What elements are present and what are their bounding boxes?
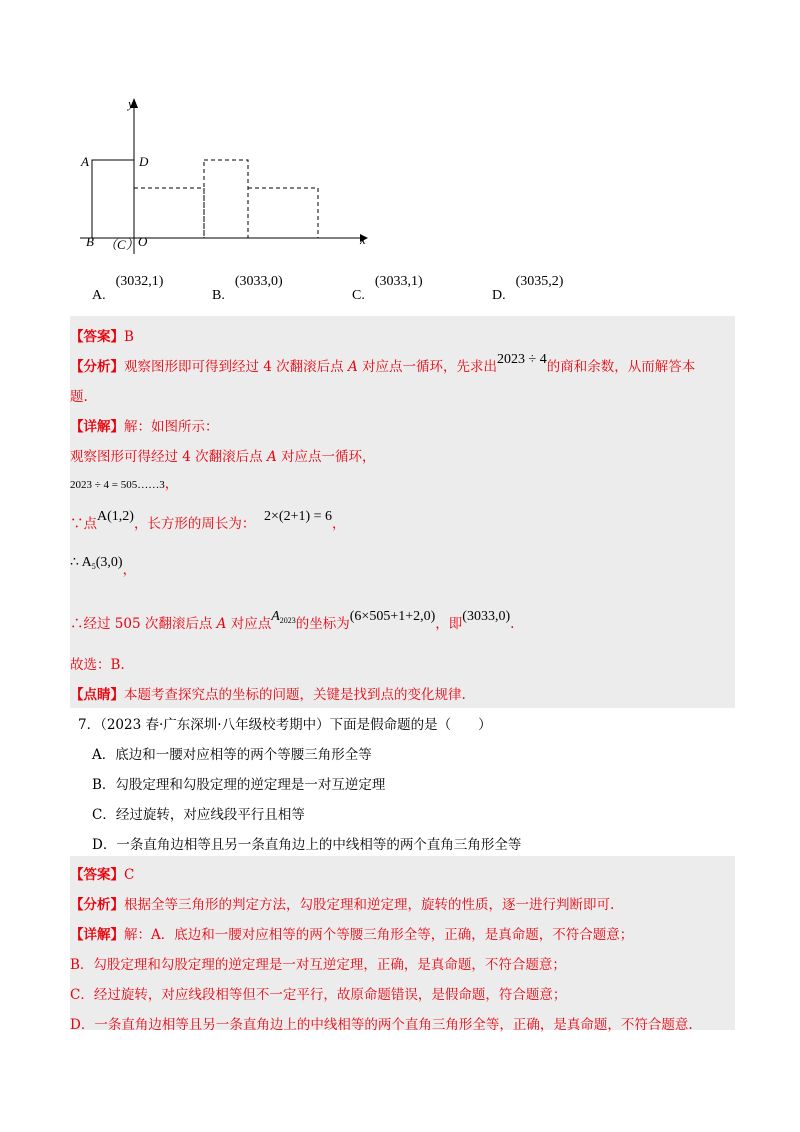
- label-c: （C）: [104, 237, 139, 252]
- rectangle-abcd: [92, 160, 134, 238]
- label-y: y: [128, 96, 134, 111]
- dashed-rect-2: [204, 160, 248, 238]
- label-b: B: [86, 234, 94, 249]
- q7-stem: 7．（2023 春·广东深圳·八年级校考期中）下面是假命题的是（ ）: [78, 717, 492, 733]
- q7-detail-2: B．勾股定理和勾股定理的逆定理是一对互逆定理，正确，是真命题，不符合题意；: [70, 957, 566, 973]
- q6-detail-2: 观察图形可得经过 4 次翻滚后点 A 对应点一循环，: [70, 449, 376, 465]
- option-a: A.(3032,1): [92, 274, 164, 303]
- q6-answer: 【答案】B: [70, 329, 134, 345]
- label-x: x: [360, 232, 366, 247]
- q6-detail-6: ∴经过 505 次翻滚后点 A 对应点$A_{2023}$的坐标为(6×505+1+2,0)，即(3033,0).: [70, 609, 515, 632]
- q7-analysis: 【分析】根据全等三角形的判定方法，勾股定理和逆定理，旋转的性质，逐一进行判断即可.: [70, 897, 615, 913]
- dashed-rect-3: [248, 188, 318, 238]
- q7-option-b: B．勾股定理和勾股定理的逆定理是一对互逆定理: [92, 777, 386, 793]
- q6-analysis-cont: 题.: [70, 389, 88, 405]
- q6-point: 【点睛】本题考查探究点的坐标的问题，关键是找到点的变化规律.: [70, 687, 466, 703]
- q6-choose: 故选：B.: [70, 657, 125, 673]
- q6-detail-4: ∵点A(1,2)，长方形的周长为： 2×(2+1) = 6，: [70, 509, 346, 532]
- q7-option-c: C．经过旋转，对应线段平行且相等: [92, 807, 305, 823]
- label-o: O: [138, 234, 148, 249]
- option-b: B.(3033,0): [212, 274, 283, 303]
- option-c: C.(3033,1): [352, 274, 423, 303]
- q7-detail-3: C．经过旋转，对应线段相等但不一定平行，故原命题错误，是假命题，符合题意；: [70, 987, 567, 1003]
- label-a: A: [81, 154, 89, 169]
- q6-detail-3: 2023 ÷ 4 = 505……3，: [70, 476, 179, 492]
- q7-detail-4: D．一条直角边相等且另一条直角边上的中线相等的两个直角三角形全等，正确，是真命题，不符合题意.: [70, 1017, 693, 1033]
- q7-option-a: A．底边和一腰对应相等的两个等腰三角形全等: [92, 747, 372, 763]
- q7-option-d: D．一条直角边相等且另一条直角边上的中线相等的两个直角三角形全等: [92, 837, 522, 853]
- q7-answer: 【答案】C: [70, 867, 135, 883]
- q7-solution-block: [70, 856, 735, 1030]
- q6-analysis: 【分析】观察图形即可得到经过 4 次翻滚后点 A 对应点一循环，先求出2023 ÷ 4的商和余数，从而解答本: [70, 352, 696, 375]
- dashed-rect-1: [134, 188, 204, 238]
- q6-detail-1: 【详解】解：如图所示：: [70, 419, 219, 435]
- q6-detail-5: ∴ $A_5(3,0)$，: [70, 555, 137, 578]
- q7-detail-1: 【详解】解：A．底边和一腰对应相等的两个等腰三角形全等，正确，是真命题，不符合题意；: [70, 927, 634, 943]
- option-d: D.(3035,2): [492, 274, 564, 303]
- rolling-rectangle-figure: [70, 94, 380, 258]
- label-d: D: [139, 154, 149, 169]
